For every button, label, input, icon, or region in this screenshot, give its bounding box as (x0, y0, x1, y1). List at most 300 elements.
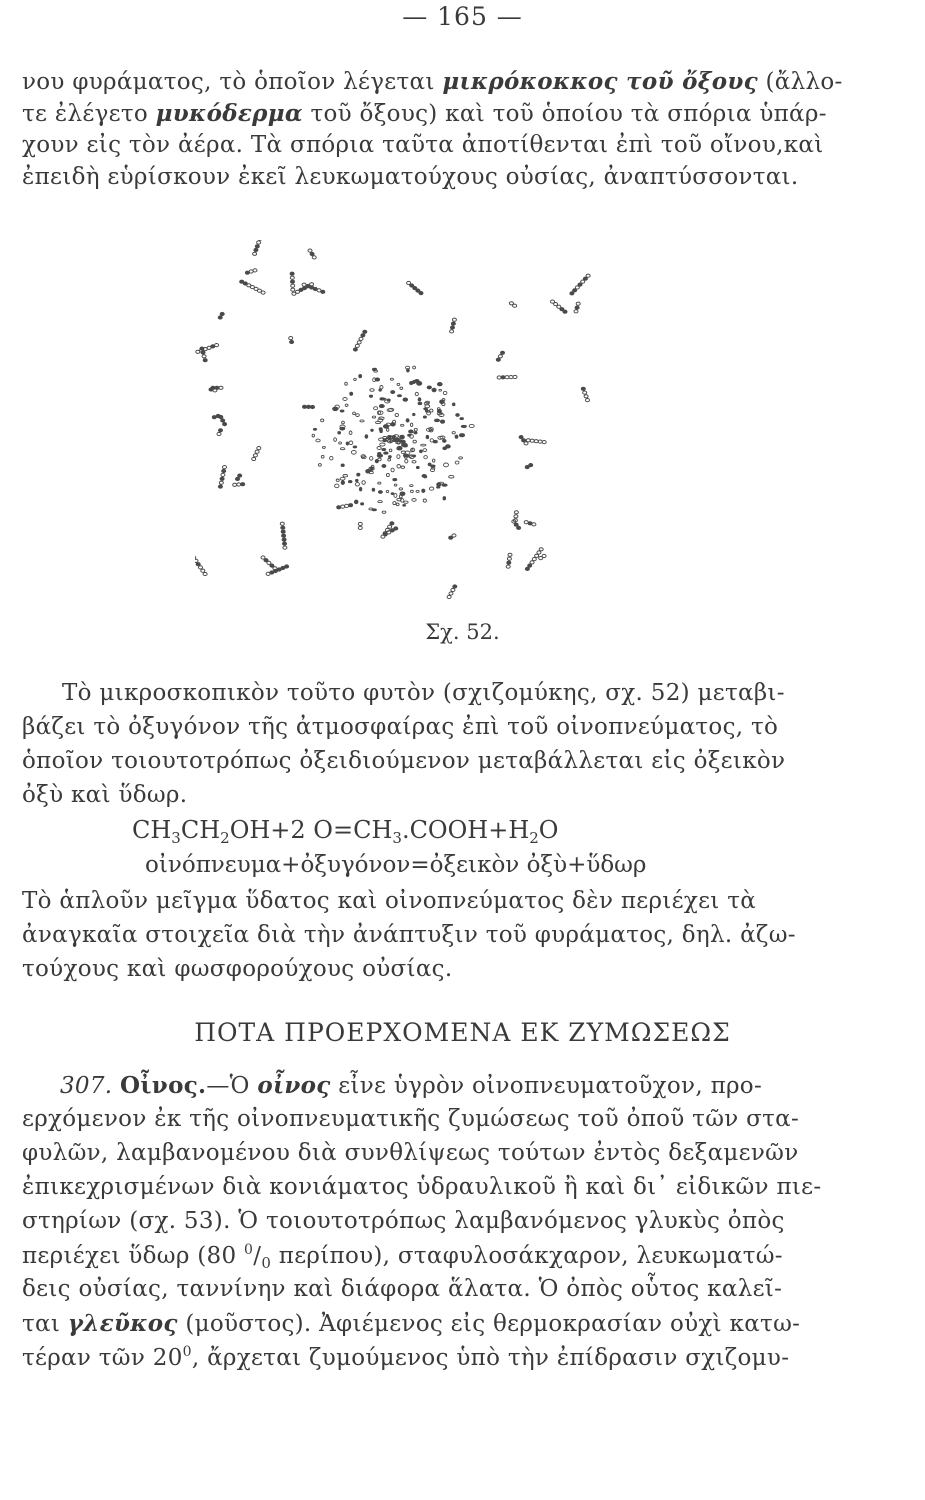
bacterium-cell (413, 366, 416, 369)
bacterium-cell (513, 375, 517, 378)
bacterium-cell (339, 442, 342, 444)
bacterium-cell (398, 395, 402, 397)
bacterium-cell (199, 566, 203, 569)
bacterium-cell (343, 475, 348, 477)
bacterium-cell (426, 435, 429, 438)
bacterium-cell (411, 490, 414, 492)
bacterium-cell (340, 448, 344, 450)
bacterium-cell (430, 439, 433, 442)
bacterium-cell (201, 351, 205, 354)
bacterium-cell (586, 274, 590, 277)
bacterium-cell (356, 479, 359, 481)
bacterium-cell (400, 440, 405, 443)
bacterium-cell (257, 447, 261, 450)
bacterium-cell (359, 487, 361, 491)
equation-part: CH (180, 816, 221, 844)
bacterium-cell (530, 439, 534, 442)
bacterium-cell (356, 414, 360, 417)
bacterium-cell (437, 383, 442, 386)
bacterium-cell (455, 435, 458, 438)
bacterium-cell (401, 466, 405, 468)
text-run: — (206, 1073, 230, 1099)
bacterium-cell (382, 511, 386, 513)
bacterium-cell (358, 522, 362, 525)
bacterium-cell (397, 383, 400, 385)
bacterium-cell (196, 563, 200, 566)
bacterium-cell (349, 504, 353, 507)
bacterium-cell (223, 466, 227, 469)
bacterium-cell (361, 503, 364, 505)
bacterium-cell (447, 595, 451, 598)
text-run: περιέχει ὕδωρ (80 (22, 1243, 245, 1269)
bacterium-cell (387, 399, 390, 401)
bacterium-cell (459, 434, 464, 437)
bacterium-cell (386, 473, 389, 476)
bacterium-cell (391, 493, 394, 495)
bacterium-cell (253, 252, 257, 255)
bacterium-cell (525, 567, 529, 570)
bacterium-cell (437, 483, 441, 487)
bacterium-cell (346, 442, 348, 445)
bacterium-cell (581, 387, 585, 390)
text-run: (ἄλλο- (757, 69, 843, 95)
equation-subscript: 3 (171, 829, 181, 847)
bacterium-cell (350, 392, 353, 395)
text-run: περίπου), σταφυλοσάκχαρον, λευκωματώ- (271, 1243, 783, 1269)
bacterium-cell (432, 388, 436, 392)
text-line: ἐπικεχρισμένων διὰ κονιάματος ὑδραυλικοῦ ἢ καὶ δι᾽ εἰδικῶν πιε- (22, 1174, 822, 1200)
bacterium-cell (422, 489, 425, 492)
bacterium-cell (388, 435, 392, 437)
bacterium-cell (379, 389, 382, 391)
bacterium-cell (285, 565, 289, 568)
bacterium-cell (430, 409, 433, 412)
bacterium-cell (410, 423, 412, 426)
bacterium-cell (395, 413, 398, 416)
bacterium-cell (530, 561, 534, 564)
text-line: στηρίων (σχ. 53). Ὁ τοιουτοτρόπως λαμβανόμενος γλυκὺς ὀπὸς (22, 1208, 785, 1234)
bacterium-cell (583, 391, 587, 394)
bacterium-cell (381, 535, 385, 538)
bacterium-cell (217, 432, 221, 435)
bacterium-cell (407, 369, 410, 372)
bacterium-cell (452, 432, 455, 434)
bacterium-cell (290, 340, 294, 343)
bacterium-cell (385, 528, 389, 531)
bacterium-cell (280, 522, 284, 525)
bacterium-cell (403, 454, 408, 457)
bacterium-cell (425, 405, 430, 408)
bacterium-cell (372, 488, 375, 491)
bacterium-cell (370, 389, 374, 392)
bacterium-cell (334, 438, 337, 442)
bacterium-cell (310, 252, 314, 255)
bacterium-cell (203, 359, 207, 362)
bacterium-cell (348, 480, 352, 482)
bacterium-cell (420, 450, 423, 453)
bacterium-cell (405, 459, 408, 463)
bacterium-cell (341, 481, 344, 485)
text-run: τοῦ ὄξους) καὶ τοῦ ὁποίου τὰ σπόρια ὑπάρ- (302, 101, 827, 127)
bacterium-cell (384, 452, 388, 454)
bacterium-cell (459, 457, 463, 459)
bacterium-cell (354, 378, 357, 380)
bacterium-cell (507, 561, 511, 564)
bacterium-cell (501, 376, 505, 379)
bacterium-cell (196, 350, 200, 353)
bacterium-cell (416, 490, 419, 492)
bacterium-cell (412, 461, 416, 463)
section-title: Οἶνος. (120, 1072, 207, 1099)
bacterium-cell (308, 249, 312, 252)
equation-part: CH (132, 816, 172, 844)
bacterium-cell (418, 402, 422, 404)
bacterium-cell (379, 405, 384, 408)
bacterium-cell (421, 444, 426, 446)
bacterium-cell (539, 548, 543, 551)
bacterium-cell (509, 376, 513, 379)
bacterium-cell (353, 412, 356, 415)
bacterium-cell (469, 424, 474, 427)
page-number: — 165 — (402, 2, 523, 31)
bacterium-cell (403, 398, 408, 401)
bacterium-cell (374, 407, 378, 410)
percent-sup: 0 (244, 1242, 254, 1258)
bacterium-cell (435, 419, 440, 422)
bacterium-cell (501, 351, 505, 354)
bacterium-cell (340, 477, 345, 480)
bacterium-cell (539, 557, 543, 560)
text-run: , ἄρχεται ζυμούμενος ὑπὸ τὴν ἐπίδρασιν σχιζομυ- (191, 1345, 790, 1371)
bacterium-cell (517, 526, 521, 529)
bacterium-cell (283, 546, 287, 549)
bacterium-cell (532, 558, 536, 561)
bacterium-cell (413, 413, 415, 415)
bacterium-cell (389, 449, 392, 452)
bacterium-cell (378, 482, 381, 484)
bacterium-cell (358, 526, 362, 529)
bacterium-cell (195, 556, 196, 559)
bacterium-cell (380, 443, 385, 446)
bacterium-cell (321, 419, 324, 422)
bacterium-cell (461, 425, 466, 427)
text-line (22, 1242, 783, 1272)
bacterium-cell (357, 473, 360, 476)
bacterium-cell (455, 461, 459, 464)
bacterium-cell (209, 388, 213, 391)
text-line: τούχους καὶ φωσφορούχους οὐσίας. (22, 956, 453, 982)
bacterium-cell (399, 488, 402, 490)
bacterium-cell (312, 434, 314, 437)
emphasis-term: οἶνος (257, 1072, 331, 1099)
section-number: 307. (60, 1073, 113, 1099)
bacterium-cell (388, 459, 391, 461)
bacterium-cell (203, 572, 207, 575)
text-line: ερχόμενον ἐκ τῆς οἰνοπνευματικῆς ζυμώσεως τοῦ ὀποῦ τῶν στα- (22, 1106, 800, 1132)
bacterium-cell (345, 404, 348, 406)
bacterium-cell (360, 420, 364, 422)
bacterium-cell (586, 399, 590, 402)
bacterium-cell (212, 416, 216, 419)
equation-part: .COOH+H (401, 816, 530, 844)
bacterium-cell (290, 272, 294, 275)
text-line (22, 1344, 789, 1371)
bacterium-cell (330, 456, 333, 460)
percent-slash: / (253, 1243, 262, 1269)
bacterium-cell (424, 408, 428, 410)
bacterium-cell (336, 479, 339, 481)
bacterium-cell (427, 386, 431, 389)
bacterium-cell (514, 515, 518, 518)
bacterium-cell (574, 310, 578, 313)
bacterium-cell (535, 554, 539, 557)
bacterium-cell (382, 448, 386, 450)
bacterium-cell (282, 538, 286, 541)
word-equation: οἰνόπνευμα+ὀξυγόνον=ὀξεικὸν ὀξὺ+ὕδωρ (145, 852, 647, 878)
bacterium-cell (353, 446, 357, 448)
bacterium-cell (400, 492, 405, 496)
bacterium-cell (218, 316, 222, 319)
text-run: τέραν τῶν 20 (22, 1345, 183, 1371)
bacterium-cell (370, 457, 373, 461)
bacterium-cell (387, 409, 392, 412)
bacterium-cell (413, 440, 416, 443)
bacterium-cell (282, 534, 286, 537)
bacterium-cell (508, 553, 512, 556)
bacterium-cell (433, 459, 435, 462)
bacterium-cell (390, 378, 393, 380)
bacterium-cell (257, 241, 261, 244)
bacterium-cell (345, 504, 349, 507)
bacterium-cell (213, 389, 217, 392)
bacterium-cell (576, 302, 580, 305)
bacterium-cell (291, 284, 295, 287)
bacterium-cell (321, 455, 324, 458)
bacterium-cell (335, 484, 339, 488)
bacterium-cell (389, 456, 392, 458)
bacterium-cell (253, 454, 257, 457)
bacterium-cell (357, 341, 361, 344)
text-run: εἶνε ὑγρὸν οἰνοπνευματοῦχον, προ- (330, 1073, 763, 1099)
bacterium-cell (355, 344, 359, 347)
text-line: ὀξὺ καὶ ὕδωρ. (22, 782, 188, 808)
text-line (60, 1072, 762, 1099)
bacterium-cell (414, 432, 417, 434)
bacterium-cell (497, 376, 501, 379)
bacterium-cell (450, 330, 454, 333)
bacterium-cell (534, 440, 538, 443)
bacterium-cell (376, 421, 381, 423)
bacterium-cell (219, 481, 223, 484)
bacterium-cell (423, 499, 426, 502)
bacterium-cell (195, 559, 198, 562)
bacterium-cell (396, 503, 399, 506)
bacterium-cell (401, 424, 404, 426)
bacterium-cell (400, 435, 405, 439)
equation-subscript: 3 (392, 829, 402, 847)
bacterium-cell (281, 530, 285, 533)
bacterium-cell (233, 483, 237, 486)
bacterium-cell (377, 447, 381, 450)
bacterium-cell (451, 326, 455, 329)
bacterium-cell (537, 551, 541, 554)
bacterium-cell (237, 483, 241, 486)
bacterium-cell (439, 389, 442, 391)
bacterium-cell (365, 435, 368, 439)
bacterium-cell (538, 440, 542, 443)
bacterium-cell (514, 511, 518, 514)
bacterium-cell (343, 398, 347, 401)
bacterium-cell (453, 585, 457, 588)
bacterium-cell (313, 428, 316, 430)
bacterium-cell (221, 419, 225, 422)
bacterium-cell (391, 423, 396, 426)
text-line (22, 1310, 800, 1337)
bacterium-cell (528, 564, 532, 567)
bacterium-cell (440, 400, 445, 404)
bacterium-cell (200, 347, 204, 350)
bacterium-cell (451, 588, 455, 591)
bacterium-cell (584, 395, 588, 398)
bacterium-cell (410, 485, 413, 487)
bacterium-cell (388, 525, 392, 528)
bacterium-cell (291, 280, 295, 283)
bacterium-cell (252, 457, 256, 460)
bacterium-cell (386, 490, 388, 492)
bacterium-cell (289, 337, 293, 340)
bacterium-cell (424, 456, 428, 459)
bacterium-cell (321, 290, 325, 293)
bacterium-cell (397, 455, 400, 459)
bacterium-cell (444, 463, 449, 467)
bacterium-cell (342, 421, 345, 424)
bacterium-cell (402, 443, 407, 447)
bacterium-cell (362, 481, 365, 485)
section-heading: ΠΟΤΑ ΠΡΟΕΡΧΟΜΕΝΑ ΕΚ ΖΥΜΩΣΕΩΣ (194, 1018, 731, 1047)
chemical-equation (132, 816, 558, 847)
microscope-figure (195, 240, 605, 610)
bacterium-cell (218, 485, 222, 488)
bacterium-cell (238, 474, 242, 477)
bacterium-cell (349, 441, 353, 445)
bacterium-cell (338, 431, 341, 434)
bacterium-cell (236, 477, 240, 480)
percent-sub: 0 (261, 1254, 272, 1272)
bacterium-cell (416, 466, 419, 468)
bacterium-cell (219, 386, 223, 389)
bacterium-cell (529, 464, 533, 467)
bacterium-cell (449, 475, 454, 478)
text-line: Τὸ μικροσκοπικὸν τοῦτο φυτὸν (σχιζομύκης, σχ. 52) μεταβι- (62, 680, 785, 706)
bacterium-cell (359, 337, 363, 340)
bacterium-cell (407, 281, 411, 284)
text-line: ἐπειδὴ εὑρίσκουν ἐκεῖ λευκωματούχους οὐσίας, ἀναπτύσσονται. (22, 164, 799, 190)
bacterium-cell (403, 504, 406, 506)
text-line: Τὸ ἁπλοῦν μεῖγμα ὕδατος καὶ οἰνοπνεύματος δὲν περιέχει τὰ (22, 888, 757, 914)
text-run: (μοῦστος). Ἀφιέμενος εἰς θερμοκρασίαν οὐχὶ κατω- (177, 1311, 801, 1337)
bacterium-cell (340, 410, 344, 412)
bacterium-cell (283, 542, 287, 545)
bacterium-cell (514, 523, 518, 526)
bacterium-cell (290, 276, 294, 279)
bacterium-cell (341, 464, 344, 467)
bacterium-cell (394, 494, 397, 498)
bacterium-cell (390, 522, 394, 525)
bacterium-cell (542, 441, 546, 444)
bacterium-cell (201, 569, 205, 572)
bacterium-cell (387, 428, 389, 431)
bacterium-cell (437, 486, 440, 488)
bacterium-cell (413, 381, 416, 384)
bacterium-cell (351, 450, 356, 454)
bacterium-cell (507, 557, 511, 560)
bacterium-cell (443, 391, 447, 394)
bacterium-cell (526, 439, 530, 442)
bacterium-cell (322, 446, 325, 448)
bacterium-cell (393, 502, 396, 505)
bacterium-cell (363, 330, 367, 333)
bacterium-cell (443, 439, 447, 442)
bacterium-cell (378, 501, 382, 503)
bacterium-cell (219, 429, 223, 432)
bacterium-cell (430, 469, 434, 472)
bacterium-cell (412, 499, 416, 502)
bacterium-cell (505, 376, 509, 379)
bacterium-cell (378, 458, 381, 461)
bacterium-cell (371, 429, 374, 431)
bacterium-cell (361, 334, 365, 337)
text-line: δεις οὐσίας, ταννίνην καὶ διάφορα ἅλατα. Ὁ ὀπὸς οὗτος καλεῖ- (22, 1276, 783, 1302)
bacterium-cell (312, 256, 316, 259)
text-line: ὁποῖον τοιουτοτρόπως ὀξειδιούμενον μεταβάλλεται εἰς ὀξεικὸν (22, 748, 786, 774)
bacterium-cell (397, 448, 402, 450)
bacterium-cell (400, 387, 403, 389)
figure-caption: Σχ. 52. (425, 620, 500, 644)
text-run: ται (22, 1311, 68, 1337)
bacterium-cell (261, 291, 265, 294)
equation-part: OH+2 O=CH (229, 816, 393, 844)
bacterium-cell (391, 391, 395, 394)
bacterium-cell (318, 464, 321, 467)
bacterium-cell (451, 322, 455, 325)
bacterium-cell (255, 245, 259, 248)
bacterium-cell (460, 418, 464, 420)
text-line (22, 68, 843, 95)
text-run: Ὁ (229, 1073, 258, 1099)
bacterium-cell (241, 483, 245, 486)
bacterium-cell (378, 491, 382, 494)
bacterium-cell (394, 484, 397, 486)
bacterium-cell (509, 302, 513, 305)
bacterium-cell (443, 497, 446, 500)
bacterium-cell (423, 449, 427, 452)
bacterium-cell (221, 473, 225, 476)
bacterium-cell (255, 450, 259, 453)
bacterium-cell (355, 483, 359, 486)
bacterium-cell (316, 439, 320, 442)
bacterium-cell (452, 318, 456, 321)
bacterium-cell (456, 414, 460, 417)
bacterium-cell (506, 565, 510, 568)
bacterium-cell (417, 382, 422, 386)
bacterium-cell (222, 469, 226, 472)
bacterium-cell (423, 416, 426, 418)
bacterium-cell (443, 447, 447, 450)
bacterium-cell (303, 405, 307, 408)
bacterium-cell (393, 478, 397, 480)
bacterium-cell (311, 405, 315, 408)
bacterium-cell (345, 382, 348, 385)
